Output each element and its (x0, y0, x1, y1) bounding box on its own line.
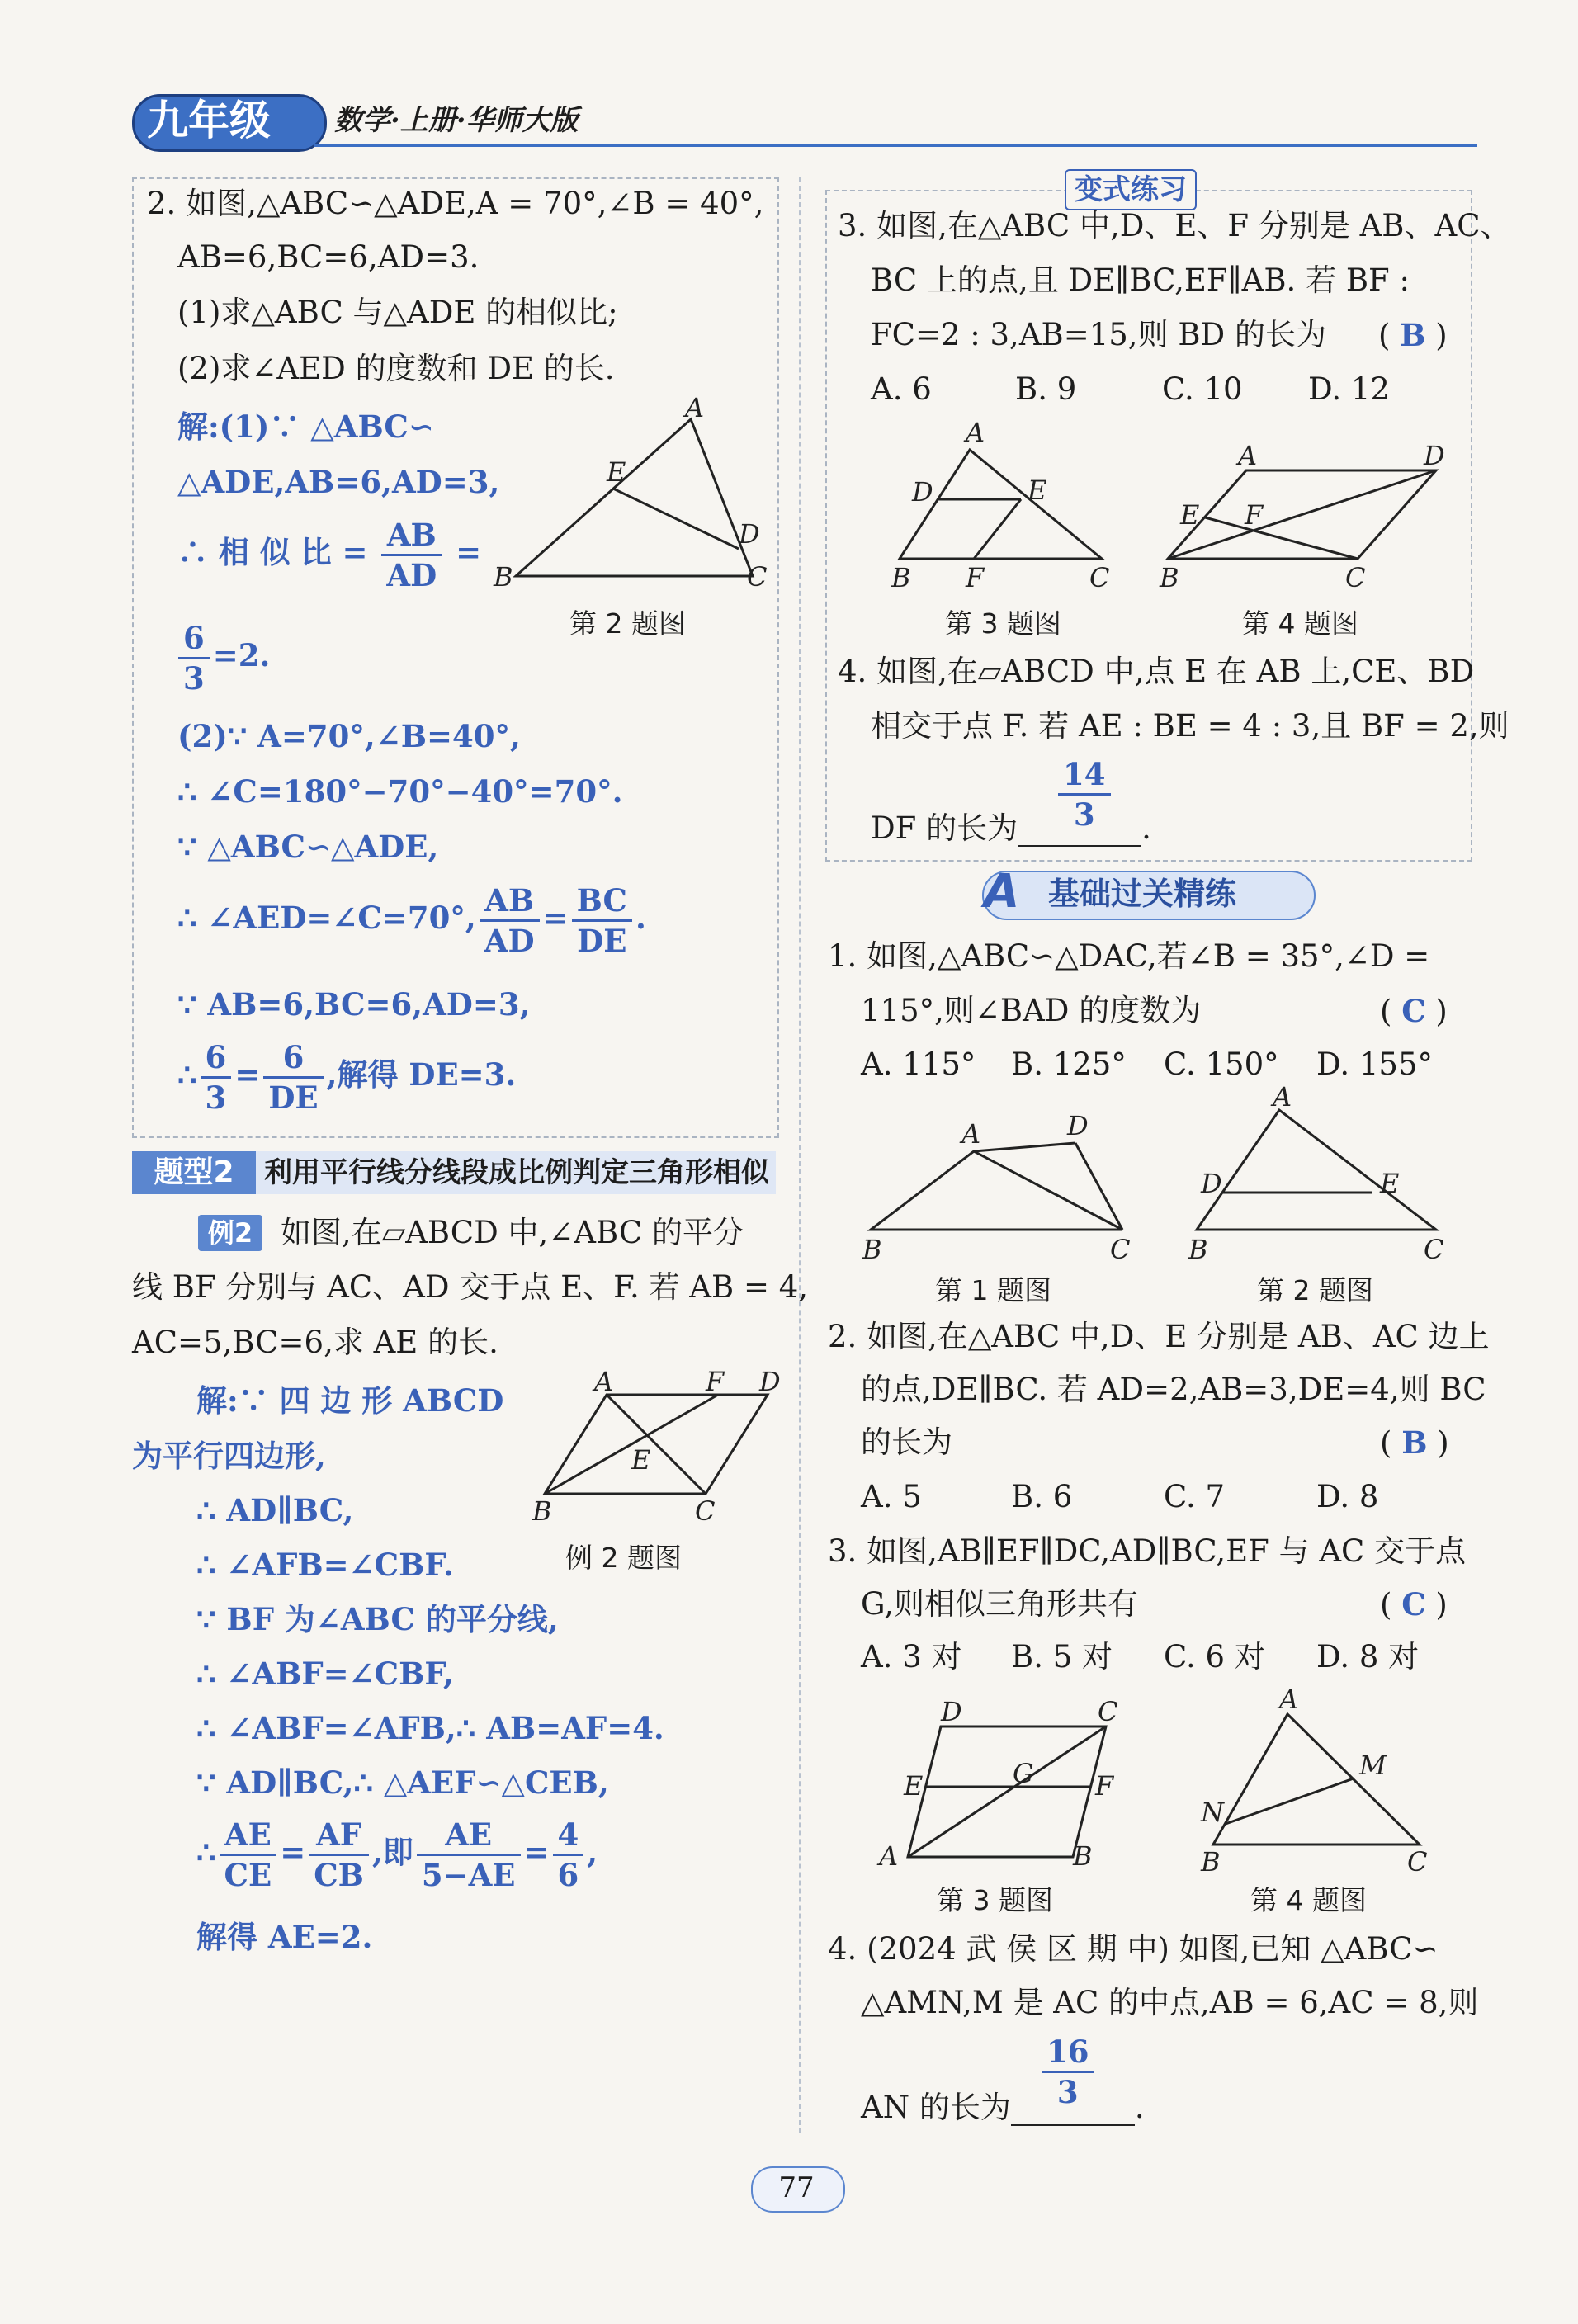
b2-caption: 第 2 题图 (1257, 1274, 1373, 1306)
b2-option-c: C. 7 (1164, 1479, 1226, 1514)
svg-text:N: N (1201, 1797, 1224, 1828)
svg-text:E: E (1380, 1168, 1400, 1199)
ex2-line-3: AC=5,BC=6,求 AE 的长. (132, 1325, 498, 1360)
section-title: 基础过关精练 (1048, 876, 1237, 912)
header (132, 91, 1477, 157)
b4-line-2: △AMN,M 是 AC 的中点,AB = 6,AC = 8,则 (861, 1985, 1479, 2020)
v4-caption: 第 4 题图 (1242, 607, 1358, 640)
b1-option-c: C. 150° (1164, 1046, 1279, 1082)
svg-text:C: C (1424, 1234, 1444, 1265)
ex2-line-2: 线 BF 分别与 AC、AD 交于点 E、F. 若 AB = 4, (132, 1269, 809, 1305)
svg-text:A: A (594, 1370, 614, 1397)
q2-stem-1: 2. 如图,△ABC∽△ADE,A = 70°,∠B = 40°, (147, 186, 764, 221)
triangle-abc (1213, 1714, 1420, 1845)
svg-text:B: B (1073, 1840, 1093, 1872)
b2-line-3: 的长为 (861, 1424, 952, 1460)
b1-line-1: 1. 如图,△ABC∽△DAC,若∠B = 35°,∠D = (828, 938, 1430, 974)
svg-text:E: E (1180, 499, 1200, 531)
type2-badge: 题型2 (132, 1151, 256, 1194)
q2-sol-6: ∴ ∠C=180°−70°−40°=70°. (177, 773, 623, 810)
q2-part-1: (1)求△ABC 与△ADE 的相似比; (177, 295, 618, 330)
ex2-badge: 例2 (198, 1215, 262, 1251)
b2-answer: ( B ) (1380, 1424, 1449, 1461)
svg-text:F: F (1095, 1770, 1114, 1802)
svg-text:B: B (891, 562, 911, 593)
svg-text:F: F (706, 1370, 725, 1397)
svg-text:D: D (1201, 1168, 1222, 1199)
svg-text:D: D (1424, 442, 1445, 471)
b1-caption: 第 1 题图 (935, 1274, 1051, 1306)
svg-text:B: B (1188, 1234, 1208, 1265)
q2-sol-4: $\frac{6}{3}$ =2. (175, 619, 270, 697)
ex2-sol-10: 解得 AE=2. (196, 1919, 373, 1955)
v3-line-3: FC=2 : 3,AB=15,则 BD 的长为 (871, 317, 1326, 352)
svg-text:G: G (1013, 1758, 1034, 1789)
svg-text:E: E (607, 456, 626, 488)
svg-text:E: E (1028, 475, 1047, 506)
svg-text:B: B (1160, 562, 1179, 593)
svg-text:B: B (532, 1495, 552, 1527)
q2-figure (487, 396, 776, 602)
ex2-line-1: 如图,在▱ABCD 中,∠ABC 的平分 (281, 1215, 744, 1250)
v3-option-d: D. 12 (1308, 371, 1390, 407)
svg-text:C: C (695, 1495, 716, 1527)
b1-option-a: A. 115° (861, 1046, 976, 1082)
segment-ef (974, 499, 1021, 559)
b3-line-2: G,则相似三角形共有 (861, 1586, 1138, 1622)
b1-option-d: D. 155° (1316, 1046, 1433, 1082)
svg-text:A: A (879, 1840, 899, 1872)
segment-mn (1226, 1778, 1354, 1824)
b3-line-1: 3. 如图,AB∥EF∥DC,AD∥BC,EF 与 AC 交于点 (828, 1533, 1467, 1569)
v3-option-a: A. 6 (871, 371, 932, 407)
svg-text:D: D (941, 1700, 962, 1727)
triangle-abc (871, 1151, 1122, 1230)
svg-text:M: M (1359, 1750, 1387, 1781)
q2-sol-7: ∵ △ABC∽△ADE, (177, 829, 439, 865)
q2-sol-9: ∵ AB=6,BC=6,AD=3, (177, 986, 531, 1023)
b4-figure (1184, 1679, 1465, 1878)
column-divider (799, 177, 801, 2133)
q2-sol-2: △ADE,AB=6,AD=3, (177, 464, 500, 500)
header-subtitle: 数学·上册·华师大版 (334, 104, 579, 137)
v4-line-2: 相交于点 F. 若 AE : BE = 4 : 3,且 BF = 2,则 (871, 708, 1509, 744)
q2-part-2: (2)求∠AED 的度数和 DE 的长. (177, 351, 615, 386)
v3-option-c: C. 10 (1162, 371, 1243, 407)
q2-sol-5: (2)∵ A=70°,∠B=40°, (177, 718, 521, 754)
triangle-abc (1197, 1110, 1436, 1230)
diagonal-ac (908, 1726, 1106, 1857)
segment-ed (613, 489, 739, 549)
v4-line-3: DF 的长为 . (871, 810, 1151, 846)
b2-option-d: D. 8 (1316, 1479, 1379, 1514)
svg-text:A: A (1238, 442, 1258, 471)
ex2-sol-4: ∴ ∠AFB=∠CBF. (196, 1547, 454, 1583)
q2-sol-1: 解:(1)∵ △ABC∽ (177, 409, 434, 445)
b3-option-c: C. 6 对 (1164, 1639, 1265, 1675)
svg-text:C: C (1407, 1846, 1428, 1878)
svg-text:B: B (862, 1234, 882, 1265)
b3-caption: 第 3 题图 (937, 1884, 1053, 1916)
q2-sol-8: ∴ ∠AED=∠C=70°, $\frac{AB}{AD}$ = $\frac{BC}{DE}$ . (177, 882, 646, 959)
svg-text:A: A (961, 1118, 981, 1150)
b2-line-2: 的点,DE∥BC. 若 AD=2,AB=3,DE=4,则 BC (861, 1372, 1486, 1407)
svg-text:C: C (1089, 562, 1110, 593)
b2-line-1: 2. 如图,在△ABC 中,D、E 分别是 AB、AC 边上 (828, 1319, 1490, 1354)
svg-text:A: A (1279, 1684, 1299, 1715)
segment-ad (974, 1143, 1075, 1151)
page-number: 77 (778, 2171, 815, 2204)
b4-caption: 第 4 题图 (1250, 1884, 1367, 1916)
b4-line-1: 4. (2024 武 侯 区 期 中) 如图,已知 △ABC∽ (828, 1931, 1439, 1967)
v4-line-1: 4. 如图,在▱ABCD 中,点 E 在 AB 上,CE、BD (838, 654, 1475, 689)
svg-text:B: B (494, 561, 513, 593)
ex2-sol-1: 解:∵ 四 边 形 ABCD (196, 1382, 504, 1419)
ex2-sol-8: ∵ AD∥BC,∴ △AEF∽△CEB, (196, 1764, 609, 1801)
q2-caption: 第 2 题图 (569, 607, 686, 640)
b2-option-a: A. 5 (861, 1479, 922, 1514)
b3-option-a: A. 3 对 (861, 1639, 962, 1675)
ex2-figure (528, 1370, 784, 1527)
b2-option-b: B. 6 (1011, 1479, 1073, 1514)
b3-option-d: D. 8 对 (1316, 1639, 1420, 1675)
v3-caption: 第 3 题图 (945, 607, 1061, 640)
v4-answer: $\frac{14}{3}$ (1058, 755, 1111, 834)
b4-line-3: AN 的长为 . (861, 2090, 1145, 2125)
b4-answer: $\frac{16}{3}$ (1042, 2033, 1094, 2111)
svg-text:D: D (759, 1370, 781, 1397)
q2-stem-2: AB=6,BC=6,AD=3. (177, 239, 480, 275)
v3-line-2: BC 上的点,且 DE∥BC,EF∥AB. 若 BF : (871, 262, 1410, 298)
v3-option-b: B. 9 (1015, 371, 1077, 407)
b2-figure (1180, 1081, 1461, 1271)
svg-text:E: E (631, 1444, 651, 1476)
svg-text:F: F (966, 562, 985, 593)
ex2-sol-7: ∴ ∠ABF=∠AFB,∴ AB=AF=4. (196, 1710, 664, 1746)
variant-title: 变式练习 (1065, 169, 1197, 210)
svg-text:C: C (1098, 1700, 1118, 1727)
svg-text:C: C (747, 561, 768, 593)
svg-text:F: F (1245, 499, 1264, 531)
b1-answer: ( C ) (1380, 993, 1448, 1029)
ex2-sol-6: ∴ ∠ABF=∠CBF, (196, 1656, 454, 1692)
svg-text:D: D (739, 518, 760, 550)
v4-figure (1155, 442, 1461, 598)
svg-text:C: C (1110, 1234, 1131, 1265)
b1-option-b: B. 125° (1011, 1046, 1127, 1082)
b3-answer: ( C ) (1380, 1586, 1448, 1623)
b1-line-2: 115°,则∠BAD 的度数为 (861, 993, 1202, 1028)
svg-text:D: D (912, 476, 933, 508)
svg-text:B: B (1201, 1846, 1221, 1878)
type2-title: 利用平行线分线段成比例判定三角形相似 (264, 1156, 769, 1189)
svg-text:C: C (1345, 562, 1366, 593)
v3-answer: ( B ) (1378, 317, 1448, 353)
ex2-sol-5: ∵ BF 为∠ABC 的平分线, (196, 1601, 559, 1637)
svg-text:A: A (685, 396, 705, 423)
b1-figure (854, 1106, 1143, 1271)
q2-sol-3: ∴ 相 似 比 = $\frac{AB}{AD}$ = (177, 517, 482, 593)
grade-badge-text: 九年级 (147, 97, 271, 144)
svg-text:D: D (1067, 1110, 1089, 1141)
ex2-caption: 例 2 题图 (565, 1542, 682, 1574)
svg-text:A: A (1273, 1081, 1292, 1112)
svg-text:A: A (966, 417, 985, 448)
v3-line-1: 3. 如图,在△ABC 中,D、E、F 分别是 AB、AC、 (838, 208, 1511, 243)
section-badge: A (984, 865, 1020, 919)
b3-option-b: B. 5 对 (1011, 1639, 1113, 1675)
header-rule (314, 144, 1477, 147)
ex2-sol-9: ∴ $\frac{AE}{CE}$ = $\frac{AF}{CB}$ ,即 $\frac{AE}{5-AE}$ = $\frac{4}{6}$ , (196, 1816, 598, 1893)
q2-sol-10: ∴ $\frac{6}{3}$ = $\frac{6}{DE}$ ,解得 DE=3. (177, 1039, 517, 1116)
ex2-sol-3: ∴ AD∥BC, (196, 1492, 354, 1528)
v3-figure (887, 417, 1127, 598)
svg-text:E: E (904, 1770, 924, 1802)
b3-figure (871, 1700, 1135, 1882)
ex2-sol-2: 为平行四边形, (132, 1438, 326, 1474)
